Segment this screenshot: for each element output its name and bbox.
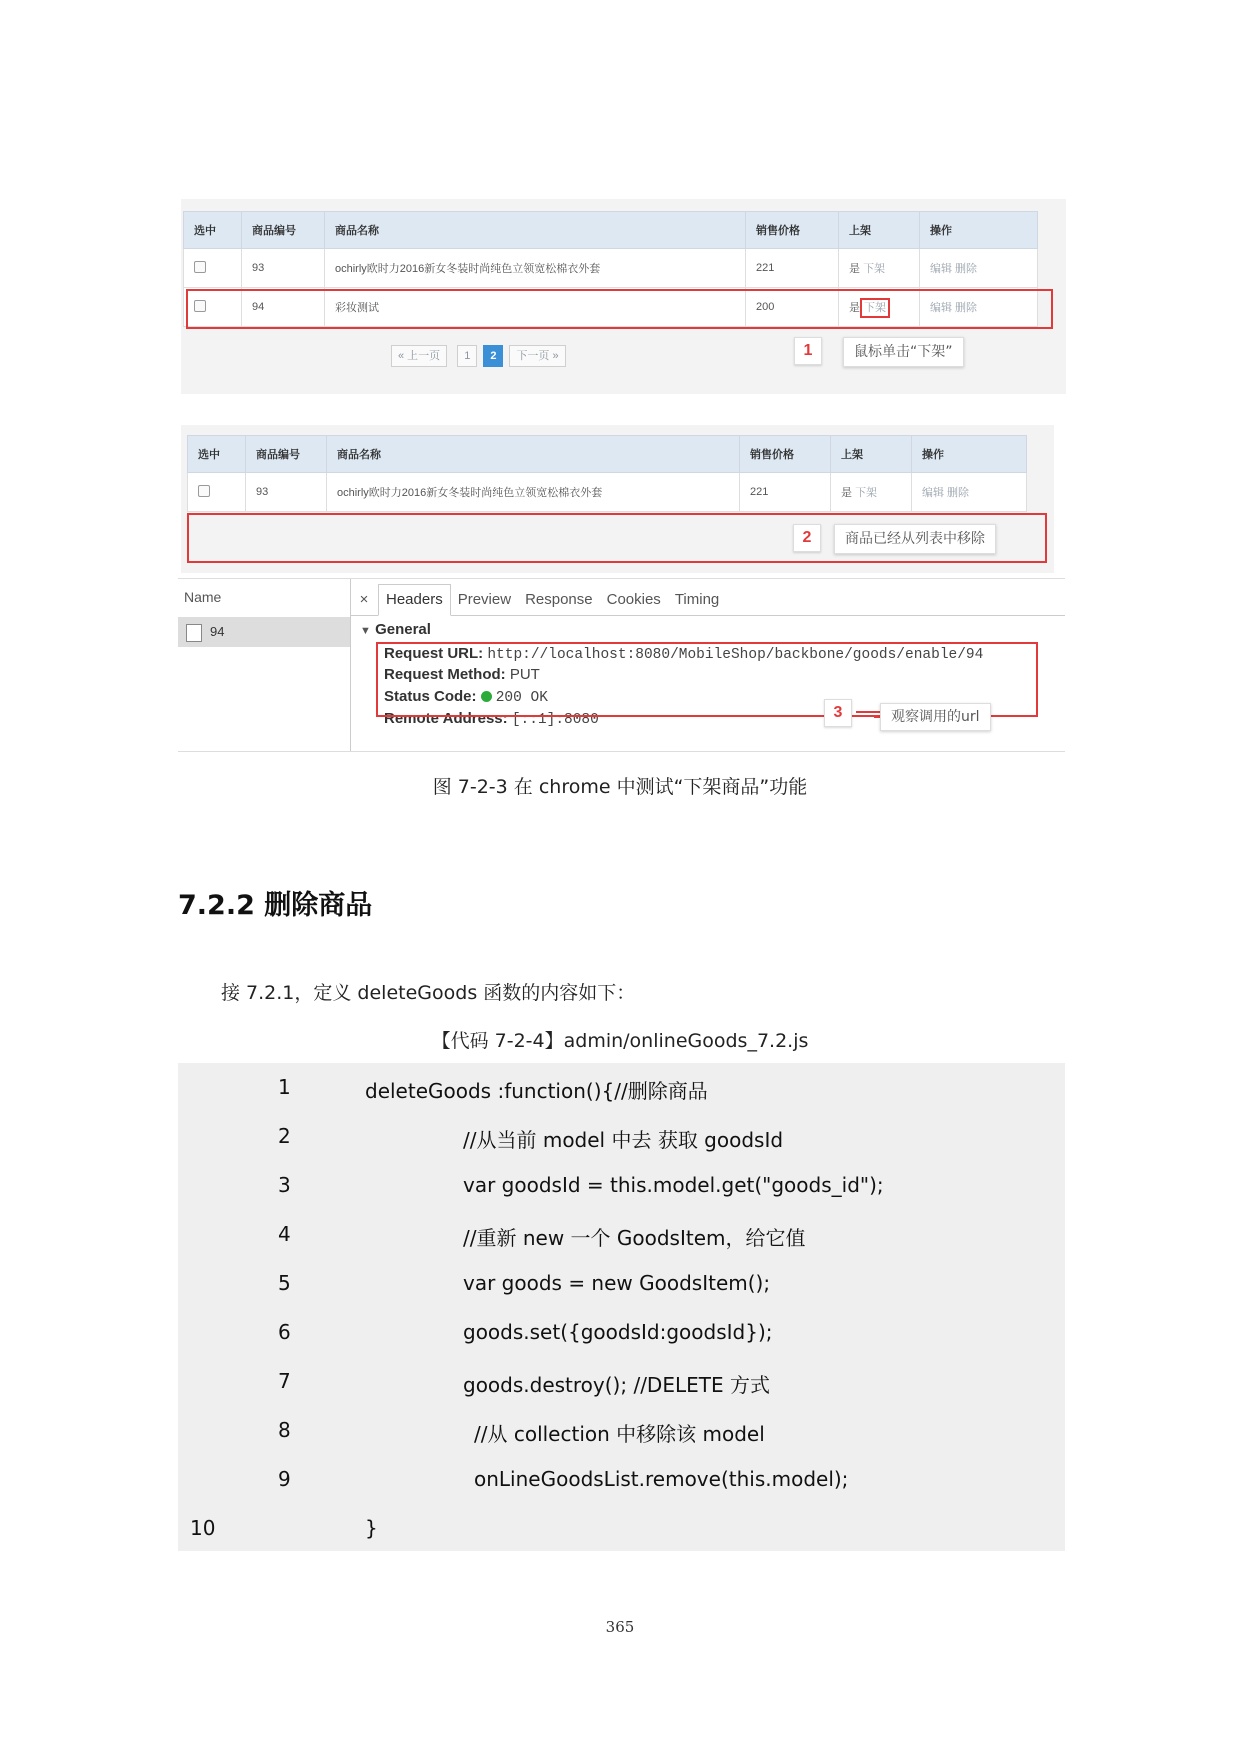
goods-name: ochirly欧时力2016新女冬装时尚纯色立领宽松棉衣外套 (327, 473, 740, 512)
row-checkbox[interactable] (198, 485, 210, 497)
col-name: 商品名称 (325, 212, 746, 249)
code-line (178, 1063, 1065, 1112)
line-code: goods.destroy(); //DELETE 方式 (463, 1373, 770, 1397)
line-code: //从 collection 中移除该 model (474, 1422, 765, 1446)
step-badge-3: 3 (824, 699, 852, 727)
col-price: 销售价格 (746, 212, 839, 249)
line-number: 3 (278, 1173, 291, 1197)
line-code: var goods = new GoodsItem(); (463, 1271, 771, 1295)
callout-click-offshelf: 鼠标单击“下架” (843, 337, 964, 367)
goods-id: 94 (242, 288, 325, 327)
tab-response[interactable]: Response (525, 591, 593, 608)
request-url-value: http://localhost:8080/MobileShop/backbone/goods/enable/94 (487, 647, 984, 663)
name-column-header: Name (184, 589, 222, 605)
line-number: 9 (278, 1467, 291, 1491)
tab-preview[interactable]: Preview (457, 591, 512, 608)
page-number: 365 (605, 1618, 635, 1636)
line-code: } (365, 1516, 378, 1540)
line-number: 1 (278, 1075, 291, 1099)
line-number: 5 (278, 1271, 291, 1295)
code-line (178, 1308, 1065, 1357)
step-badge-2: 2 (793, 524, 821, 552)
code-block (178, 1063, 1065, 1551)
devtools-tabs (350, 579, 1065, 616)
col-price: 销售价格 (740, 436, 831, 473)
figure-caption: 图 7-2-3 在 chrome 中测试“下架商品”功能 (432, 776, 808, 798)
col-ops: 操作 (920, 212, 1038, 249)
general-section[interactable] (360, 621, 431, 638)
table-row (188, 473, 1027, 512)
status-code-label: Status Code: (384, 688, 477, 705)
tab-timing[interactable]: Timing (674, 591, 720, 608)
col-ops: 操作 (912, 436, 1027, 473)
col-onsale: 上架 (839, 212, 920, 249)
row-checkbox[interactable] (194, 261, 206, 273)
page-1-button[interactable]: 1 (457, 345, 477, 367)
line-code: var goodsId = this.model.get("goods_id"); (463, 1173, 884, 1197)
tab-headers[interactable]: Headers (378, 584, 451, 616)
line-number: 6 (278, 1320, 291, 1344)
onsale-status: 是 (849, 302, 860, 314)
page-2-button[interactable]: 2 (483, 345, 503, 367)
request-url-label: Request URL: (384, 645, 484, 662)
highlight-row-94 (186, 289, 1053, 329)
line-code: deleteGoods :function(){//删除商品 (365, 1079, 708, 1103)
request-name: 94 (210, 624, 225, 639)
col-name: 商品名称 (327, 436, 740, 473)
prev-page-button[interactable]: « 上一页 (391, 345, 447, 367)
section-title: General (375, 621, 431, 638)
ops-links[interactable]: 编辑 删除 (912, 473, 1027, 512)
ops-links[interactable]: 编辑 删除 (920, 288, 1038, 327)
request-list (178, 579, 351, 751)
table-row (184, 249, 1038, 288)
goods-name: 彩妆测试 (325, 288, 746, 327)
goods-name: ochirly欧时力2016新女冬装时尚纯色立领宽松棉衣外套 (325, 249, 746, 288)
next-page-button[interactable]: 下一页 » (509, 345, 565, 367)
table-header (184, 212, 1038, 249)
table-header (188, 436, 1027, 473)
line-code: goods.set({goodsId:goodsId}); (463, 1320, 773, 1344)
code-line (178, 1504, 1065, 1553)
code-title: 【代码 7-2-4】admin/onlineGoods_7.2.js (431, 1030, 809, 1052)
file-icon (186, 624, 202, 642)
pagination (391, 345, 566, 367)
goods-price: 200 (746, 288, 839, 327)
tab-cookies[interactable]: Cookies (606, 591, 661, 608)
figure-panel-2 (181, 425, 1054, 573)
col-id: 商品编号 (246, 436, 327, 473)
triangle-down-icon: ▼ (360, 625, 371, 637)
callout-removed: 商品已经从列表中移除 (834, 524, 996, 554)
goods-price: 221 (746, 249, 839, 288)
offshelf-link[interactable]: 下架 (855, 487, 878, 499)
callout-connector-line (856, 711, 880, 713)
section-title: 7.2.2 删除商品 (178, 890, 373, 921)
step-badge-1: 1 (794, 337, 822, 365)
line-number: 8 (278, 1418, 291, 1442)
code-line (178, 1357, 1065, 1406)
offshelf-link[interactable]: 下架 (863, 263, 886, 275)
onsale-status: 是 (849, 263, 860, 275)
line-number: 7 (278, 1369, 291, 1393)
onsale-status: 是 (841, 487, 852, 499)
col-onsale: 上架 (831, 436, 912, 473)
col-select: 选中 (184, 212, 242, 249)
ops-links[interactable]: 编辑 删除 (920, 249, 1038, 288)
offshelf-link[interactable]: 下架 (860, 298, 890, 318)
remote-address-label: Remote Address: (384, 710, 508, 727)
figure-panel-1 (181, 199, 1066, 394)
goods-price: 221 (740, 473, 831, 512)
line-code: //从当前 model 中去 获取 goodsId (463, 1128, 784, 1152)
line-code: //重新 new 一个 GoodsItem，给它值 (463, 1226, 806, 1250)
code-line (178, 1455, 1065, 1504)
request-method-label: Request Method: (384, 666, 506, 683)
code-line (178, 1161, 1065, 1210)
request-method-value: PUT (509, 666, 540, 683)
callout-observe-url: 观察调用的url (880, 703, 991, 731)
close-icon[interactable]: × (359, 591, 369, 608)
goods-table (187, 435, 1027, 512)
code-line (178, 1210, 1065, 1259)
code-line (178, 1112, 1065, 1161)
goods-id: 93 (246, 473, 327, 512)
code-line (178, 1406, 1065, 1455)
goods-id: 93 (242, 249, 325, 288)
code-line (178, 1259, 1065, 1308)
status-code-value: 200 OK (495, 690, 548, 706)
line-number: 4 (278, 1222, 291, 1246)
remote-address-value: [::1]:8080 (511, 712, 599, 728)
devtools-network-panel (178, 578, 1065, 752)
col-select: 选中 (188, 436, 246, 473)
line-number: 2 (278, 1124, 291, 1148)
intro-paragraph: 接 7.2.1，定义 deleteGoods 函数的内容如下： (221, 982, 636, 1004)
line-number: 10 (190, 1516, 216, 1540)
col-id: 商品编号 (242, 212, 325, 249)
request-row[interactable] (178, 617, 350, 647)
line-code: onLineGoodsList.remove(this.model); (474, 1467, 849, 1491)
